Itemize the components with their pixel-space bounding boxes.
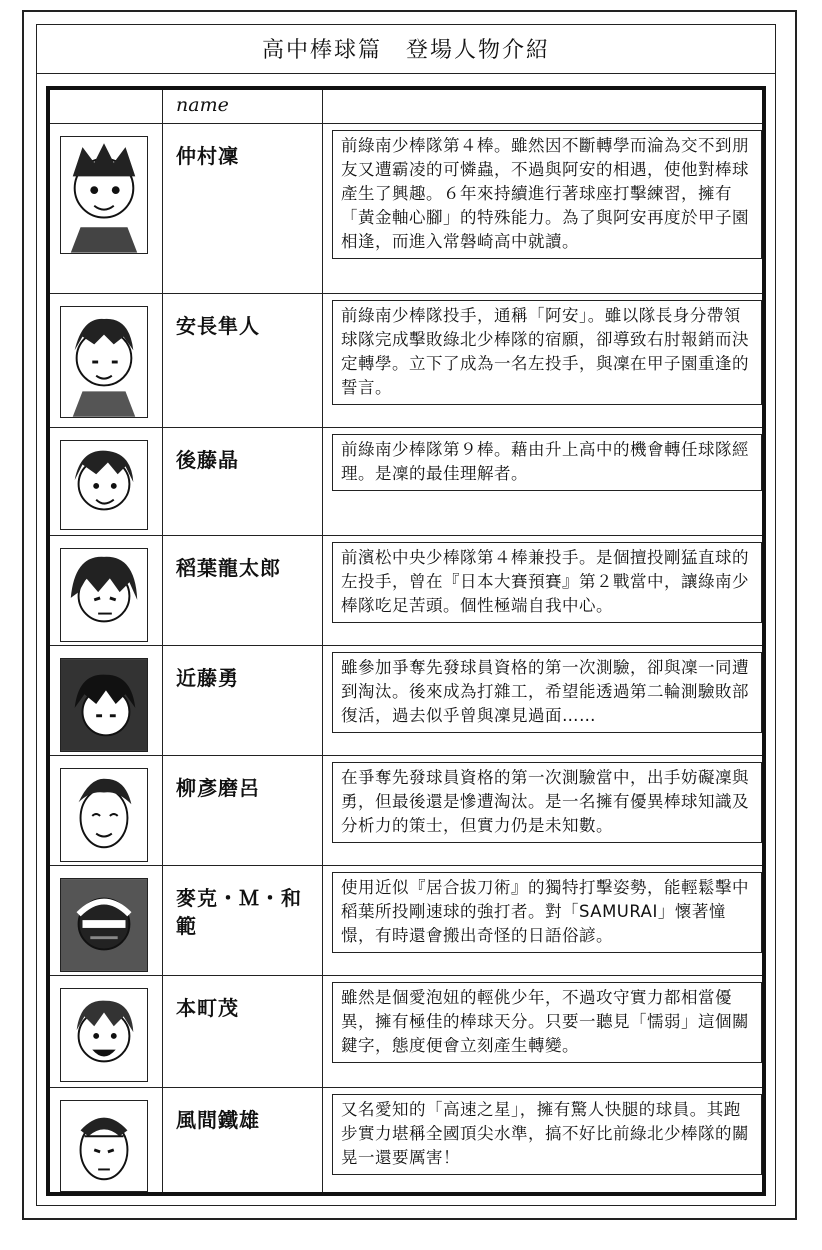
table-row xyxy=(50,1088,762,1196)
table-row xyxy=(50,976,762,1088)
table-row xyxy=(50,646,762,756)
character-portrait-icon xyxy=(60,988,148,1082)
character-portrait-icon xyxy=(60,548,148,642)
character-portrait-icon xyxy=(60,440,148,530)
table-row xyxy=(50,756,762,866)
character-portrait-icon xyxy=(60,1100,148,1192)
character-table xyxy=(46,86,766,1196)
character-portrait-icon xyxy=(60,658,148,752)
table-row xyxy=(50,866,762,976)
character-description: 又名愛知的「高速之星」，擁有驚人快腿的球員。其跑步實力堪稱全國頂尖水準，搞不好比前綠北少棒隊的關晃一還要厲害！ xyxy=(332,1094,762,1175)
character-portrait-icon xyxy=(60,136,148,254)
table-row xyxy=(50,428,762,536)
character-description: 雖參加爭奪先發球員資格的第一次測驗，卻與凜一同遭到淘汰。後來成為打雜工，希望能透過第二輪測驗敗部復活，過去似乎曾與凜見過面…… xyxy=(332,652,762,733)
page-title: 高中棒球篇 登場人物介紹 xyxy=(36,24,776,74)
table-row xyxy=(50,294,762,428)
character-description: 在爭奪先發球員資格的第一次測驗當中，出手妨礙凜與勇，但最後還是慘遭淘汰。是一名擁有優異棒球知識及分析力的策士，但實力仍是未知數。 xyxy=(332,762,762,843)
character-portrait-icon xyxy=(60,768,148,862)
character-description: 前綠南少棒隊第４棒。雖然因不斷轉學而淪為交不到朋友又遭霸凌的可憐蟲，不過與阿安的相遇，使他對棒球產生了興趣。６年來持續進行著球座打擊練習，擁有「黃金軸心腳」的特殊能力。為了與阿安再度於甲子園相逢，而進入常磐崎高中就讀。 xyxy=(332,130,762,259)
character-name: 仲村凜 xyxy=(176,144,239,168)
character-description: 使用近似『居合拔刀術』的獨特打擊姿勢，能輕鬆擊中稻葉所投剛速球的強打者。對「SAMURAI」懷著憧憬，有時還會搬出奇怪的日語俗諺。 xyxy=(332,872,762,953)
character-name: 後藤晶 xyxy=(176,448,239,472)
character-name: 柳彥磨呂 xyxy=(176,776,260,800)
character-name: 安長隼人 xyxy=(176,314,260,338)
character-description: 前綠南少棒隊第９棒。藉由升上高中的機會轉任球隊經理。是凜的最佳理解者。 xyxy=(332,434,762,491)
character-description: 雖然是個愛泡妞的輕佻少年，不過攻守實力都相當優異，擁有極佳的棒球天分。只要一聽見「懦弱」這個關鍵字，態度便會立刻產生轉變。 xyxy=(332,982,762,1063)
character-description: 前濱松中央少棒隊第４棒兼投手。是個擅投剛猛直球的左投手，曾在『日本大賽預賽』第２戰當中，讓綠南少棒隊吃足苦頭。個性極端自我中心。 xyxy=(332,542,762,623)
character-name: 風間鐵雄 xyxy=(176,1108,260,1132)
character-name: 本町茂 xyxy=(176,996,239,1020)
table-row xyxy=(50,124,762,294)
table-header-row xyxy=(50,90,762,124)
character-name: 麥克・Ｍ・和範 xyxy=(176,886,302,938)
character-description: 前綠南少棒隊投手，通稱「阿安」。雖以隊長身分帶領球隊完成擊敗綠北少棒隊的宿願，卻導致右肘報銷而決定轉學。立下了成為一名左投手，與凜在甲子園重逢的誓言。 xyxy=(332,300,762,405)
character-name: 稻葉龍太郎 xyxy=(176,556,281,580)
character-name: 近藤勇 xyxy=(176,666,239,690)
character-portrait-icon xyxy=(60,306,148,418)
name-column-header: name xyxy=(176,94,229,116)
character-portrait-icon xyxy=(60,878,148,972)
table-row xyxy=(50,536,762,646)
